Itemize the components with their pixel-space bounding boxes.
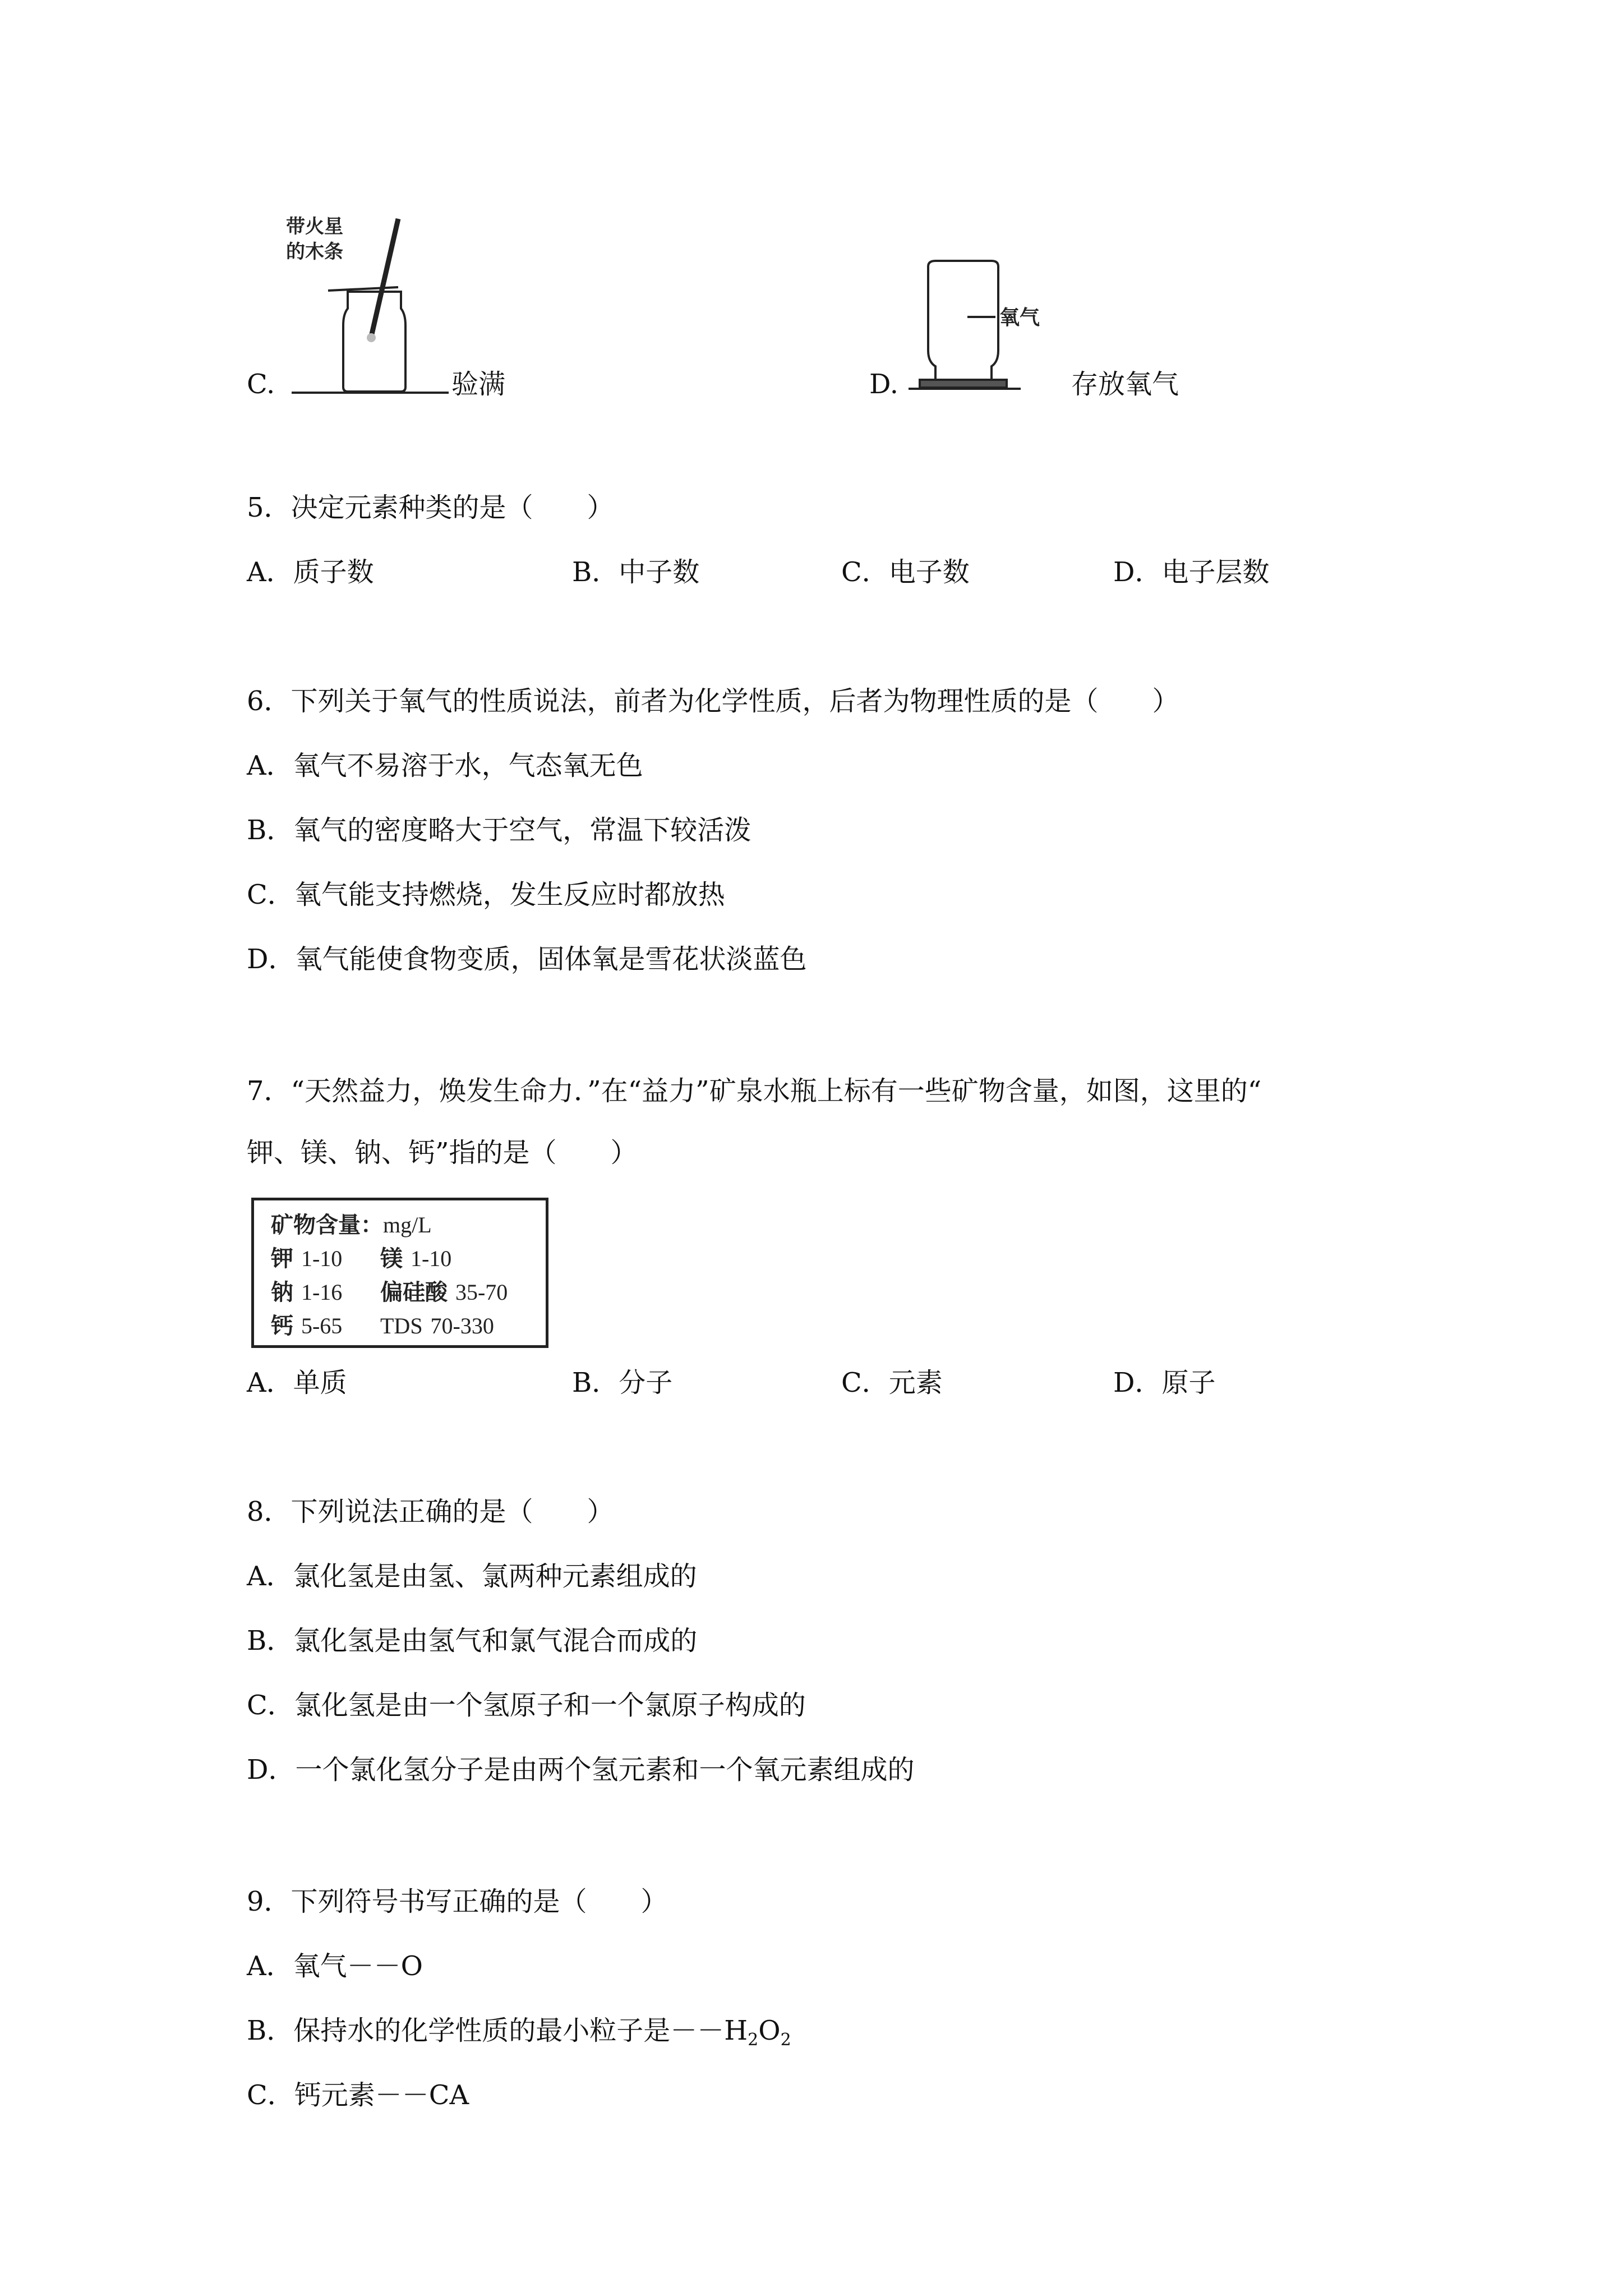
q6-stem: 6．下列关于氧气的性质说法，前者为化学性质，后者为物理性质的是（ ）	[247, 685, 1179, 717]
mineral-content-label	[251, 1198, 548, 1348]
q5-option-b: B．中子数	[572, 556, 700, 588]
q9-option-b	[247, 2014, 791, 2057]
q6-option-d: D．氧气能使食物变质，固体氧是雪花状淡蓝色	[247, 944, 807, 975]
figure-c-verify-full	[280, 208, 449, 398]
splint-label-line1: 带火星	[286, 215, 343, 238]
q7-option-b: B．分子	[572, 1367, 673, 1398]
q9-option-a: A．氧气－－O	[247, 1950, 423, 1982]
q8-stem: 8．下列说法正确的是（ ）	[247, 1496, 614, 1527]
mineral-k-name: 钾	[271, 1246, 293, 1272]
q9-option-b-sub1: 2	[748, 2030, 759, 2050]
q8-option-d: D．一个氯化氢分子是由两个氢元素和一个氧元素组成的	[247, 1754, 915, 1786]
splint-glow-icon	[367, 333, 376, 342]
mineral-unit: mg/L	[383, 1212, 432, 1237]
q5-option-c: C．电子数	[841, 556, 970, 588]
mineral-tds-value: 70-330	[430, 1313, 494, 1338]
q5-stem: 5．决定元素种类的是（ ）	[247, 492, 614, 523]
mineral-metasilicic-name: 偏硅酸	[380, 1280, 448, 1305]
q5-option-d: D．电子层数	[1113, 556, 1270, 588]
figure-d-store-oxygen	[903, 255, 1088, 398]
q7-stem-line2: 钾、镁、钠、钙”指的是（ ）	[247, 1137, 638, 1168]
q9-stem: 9．下列符号书写正确的是（ ）	[247, 1886, 668, 1917]
mineral-na-name: 钠	[271, 1280, 293, 1305]
q6-option-a: A．氧气不易溶于水，气态氧无色	[247, 750, 643, 781]
mineral-tds-name: TDS	[380, 1313, 423, 1338]
q7-option-c: C．元素	[841, 1367, 943, 1398]
q8-option-b: B．氯化氢是由氢气和氯气混合而成的	[247, 1625, 698, 1657]
mineral-k-value: 1-10	[301, 1246, 343, 1271]
q6-option-b: B．氧气的密度略大于空气，常温下较活泼	[247, 815, 751, 846]
figure-d-option: D.	[869, 369, 899, 400]
mineral-mg-value: 1-10	[410, 1246, 452, 1271]
q7-option-a: A．单质	[247, 1367, 347, 1398]
q9-option-c: C．钙元素－－CA	[247, 2079, 469, 2111]
q8-option-c: C．氯化氢是由一个氢原子和一个氯原子构成的	[247, 1690, 806, 1721]
mineral-mg-name: 镁	[380, 1246, 403, 1272]
mineral-na-value: 1-16	[301, 1280, 343, 1305]
figure-c-option: C.	[247, 369, 275, 400]
q9-option-b-text: B．保持水的化学性质的最小粒子是－－H	[247, 2015, 748, 2046]
q7-option-d: D．原子	[1113, 1367, 1216, 1398]
q7-stem-line1: 7．“天然益力，焕发生命力．”在“益力”矿泉水瓶上标有一些矿物含量，如图，这里的“	[247, 1075, 1262, 1107]
q9-option-b-sub2: 2	[780, 2030, 791, 2050]
q5-option-a: A．质子数	[247, 556, 374, 588]
q6-option-c: C．氧气能支持燃烧，发生反应时都放热	[247, 879, 725, 910]
mineral-ca-value: 5-65	[301, 1313, 343, 1338]
figure-c-caption: 验满	[451, 369, 506, 400]
mineral-ca-name: 钙	[271, 1313, 293, 1339]
oxygen-label: 氧气	[999, 306, 1040, 329]
figure-d-caption: 存放氧气	[1071, 369, 1179, 400]
q9-option-b-mid: O	[758, 2015, 781, 2046]
splint-label-line2: 的木条	[286, 241, 343, 263]
q8-option-a: A．氯化氢是由氢、氯两种元素组成的	[247, 1561, 697, 1592]
mineral-title: 矿物含量：	[271, 1212, 383, 1238]
mineral-metasilicic-value: 35-70	[455, 1280, 508, 1305]
